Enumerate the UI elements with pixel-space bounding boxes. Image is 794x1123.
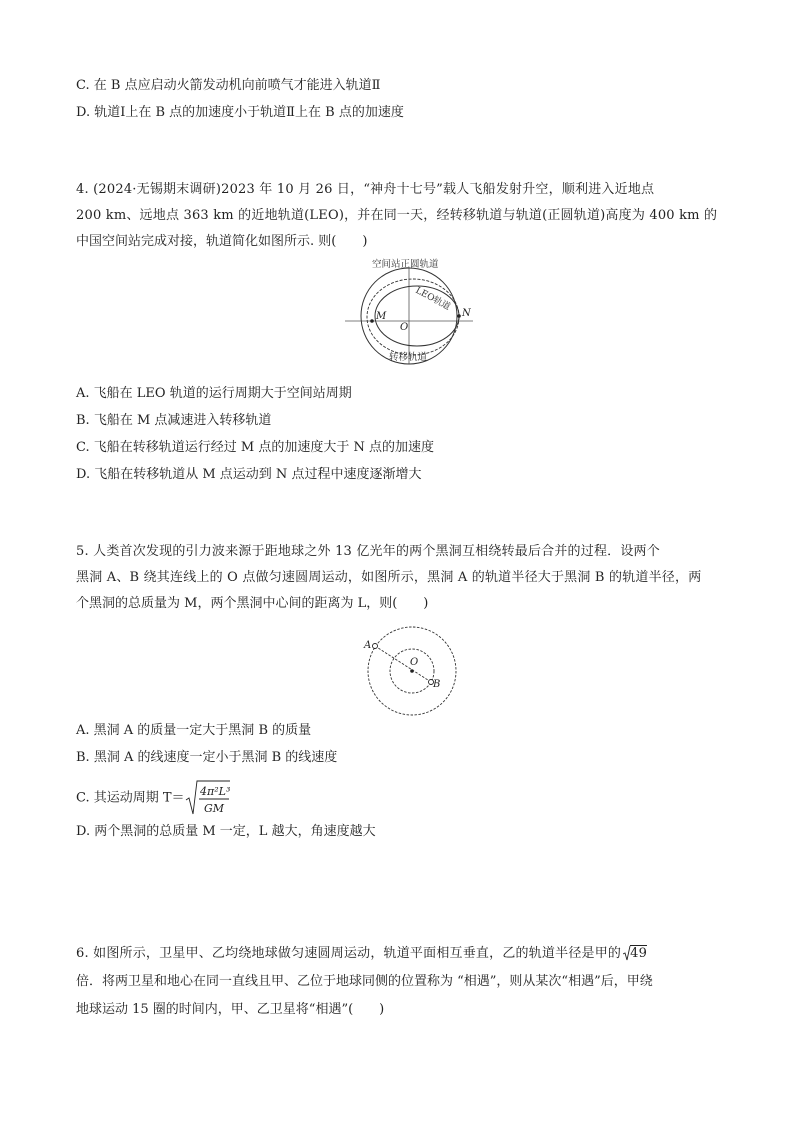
q4-stem-line-2: 200 km、远地点 363 km 的近地轨道(LEO)，并在同一天，经转移轨道与轨道(正圆轨道)高度为 400 km 的 <box>76 208 718 223</box>
q4-option-d: D. 飞船在转移轨道从 M 点运动到 N 点过程中速度逐渐增大 <box>76 467 422 482</box>
q3-option-d: D. 轨道Ⅰ上在 B 点的加速度小于轨道Ⅱ上在 B 点的加速度 <box>76 105 404 120</box>
q4-stem-line-1: 4. (2024·无锡期末调研)2023 年 10 月 26 日，“神舟十七号”载人飞船发射升空，顺利进入近地点 <box>76 182 655 197</box>
q5-stem-line-2: 黑洞 A、B 绕其连线上的 O 点做匀速圆周运动，如图所示，黑洞 A 的轨道半径大于黑洞 B 的轨道半径，两 <box>76 570 702 585</box>
q4-label-transfer: 转移轨道 <box>389 352 428 363</box>
q4-label-n: N <box>462 308 471 319</box>
q5-option-d: D. 两个黑洞的总质量 M 一定，L 越大，角速度越大 <box>76 824 376 839</box>
q5-label-a: A <box>364 640 372 651</box>
q5-stem-line-3: 个黑洞的总质量为 M，两个黑洞中心间的距离为 L，则( ) <box>76 596 429 611</box>
q4-label-station: 空间站正圆轨道 <box>372 259 439 270</box>
q5-option-a: A. 黑洞 A 的质量一定大于黑洞 B 的质量 <box>76 723 312 738</box>
q4-point-m <box>370 319 374 323</box>
q5-option-c <box>76 778 231 818</box>
q4-label-m: M <box>376 311 387 322</box>
q4-label-leo: LEO轨道 <box>413 285 452 313</box>
q5-stem-line-1: 5. 人类首次发现的引力波来源于距地球之外 13 亿光年的两个黑洞互相绕转最后合并的过程．设两个 <box>76 544 660 559</box>
q6-stem-line-3: 地球运动 15 圈的时间内，甲、乙卫星将“相遇”( ) <box>76 1002 385 1017</box>
q5-center-o <box>410 669 414 673</box>
q6-stem-line-2: 倍．将两卫星和地心在同一直线且甲、乙位于地球同侧的位置称为 “相遇”，则从某次“相遇”后，甲绕 <box>76 974 653 989</box>
q4-option-c: C. 飞船在转移轨道运行经过 M 点的加速度大于 N 点的加速度 <box>76 440 434 455</box>
q5-black-hole-figure <box>360 625 465 717</box>
q5-label-o: O <box>410 657 419 668</box>
q6-stem-text-1: 6. 如图所示，卫星甲、乙均绕地球做匀速圆周运动，轨道平面相互垂直，乙的轨道半径是甲的 <box>76 946 622 961</box>
q4-orbit-figure <box>345 256 480 368</box>
q4-stem-line-3: 中国空间站完成对接，轨道简化如图所示. 则( ) <box>76 234 368 249</box>
q6-root-sign <box>623 944 647 964</box>
q4-point-n <box>457 314 461 318</box>
q6-root-value: 49 <box>630 946 648 961</box>
formula-numerator: 4π²L³ <box>199 785 230 798</box>
formula-denominator: GM <box>203 802 224 815</box>
q3-option-c: C. 在 B 点应启动火箭发动机向前喷气才能进入轨道Ⅱ <box>76 78 381 93</box>
q5-period-formula <box>185 778 231 818</box>
q4-option-b: B. 飞船在 M 点减速进入转移轨道 <box>76 413 272 428</box>
q4-option-a: A. 飞船在 LEO 轨道的运行周期大于空间站周期 <box>76 386 352 401</box>
q5-label-b: B <box>433 679 441 690</box>
q5-option-c-prefix: C. 其运动周期 T＝ <box>76 790 185 806</box>
q5-black-hole-a <box>373 644 378 649</box>
radical-icon <box>623 945 631 961</box>
q5-option-b: B. 黑洞 A 的线速度一定小于黑洞 B 的线速度 <box>76 750 338 765</box>
q6-stem-line-1 <box>76 944 647 964</box>
q4-label-o: O <box>400 322 409 333</box>
